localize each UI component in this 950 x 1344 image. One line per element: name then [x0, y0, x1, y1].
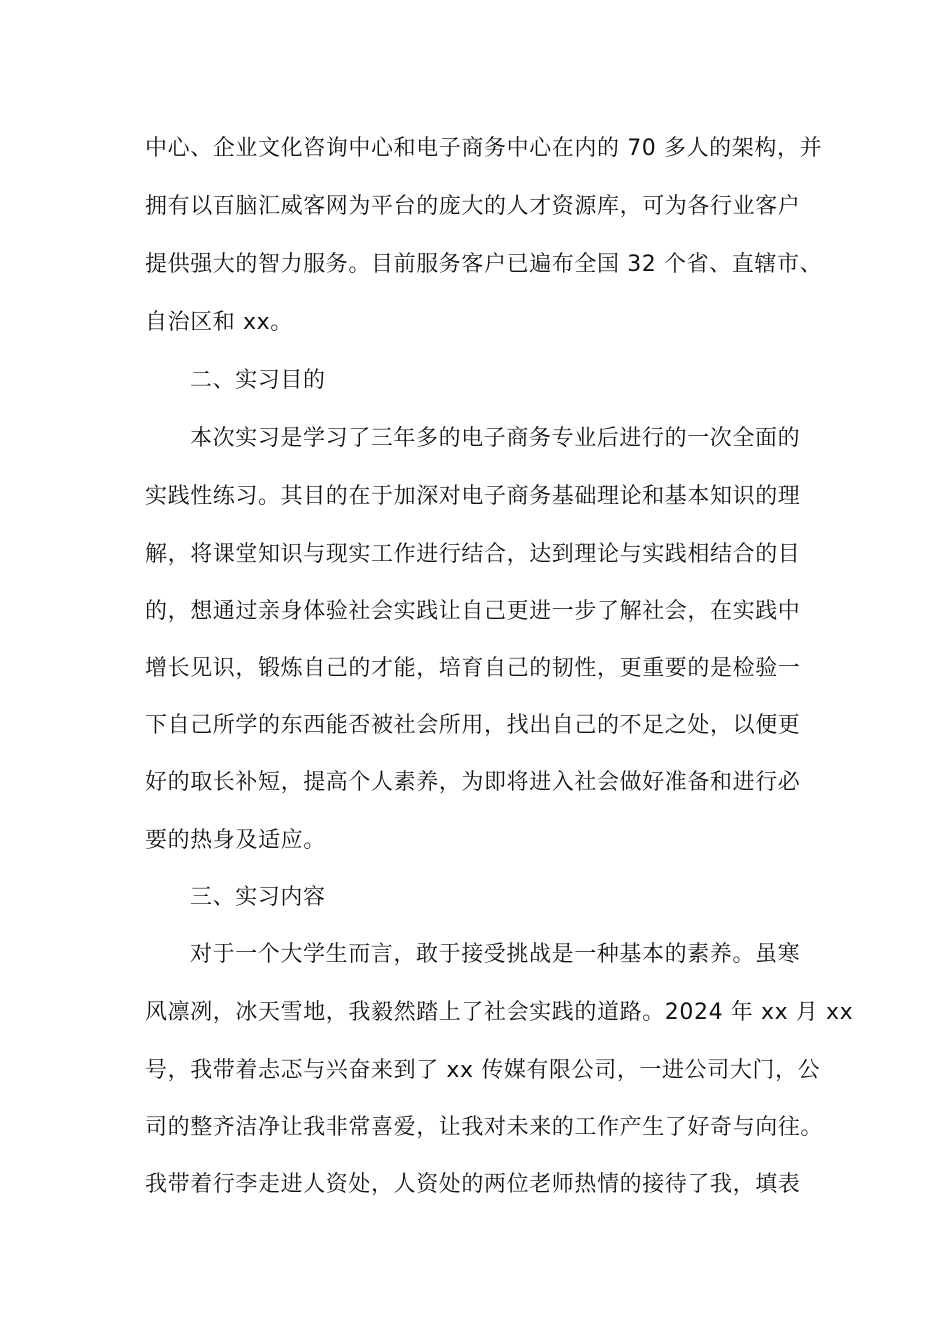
text-line: 我带着行李走进人资处，人资处的两位老师热情的接待了我，填表: [145, 1172, 801, 1197]
text-line: 对于一个大学生而言，敢于接受挑战是一种基本的素养。虽寒: [190, 942, 801, 967]
text-line: 要的热身及适应。: [145, 828, 326, 853]
text-line: 解，将课堂知识与现实工作进行结合，达到理论与实践相结合的目: [145, 542, 801, 567]
text-line: 号，我带着忐忑与兴奋来到了 xx 传媒有限公司，一进公司大门，公: [145, 1058, 821, 1083]
text-line: 下自己所学的东西能否被社会所用，找出自己的不足之处，以便更: [145, 713, 801, 738]
text-line: 实践性练习。其目的在于加深对电子商务基础理论和基本知识的理: [145, 484, 801, 509]
text-line: 风凛冽，冰天雪地，我毅然踏上了社会实践的道路。2024 年 xx 月 xx: [145, 1000, 854, 1025]
text-line: 中心、企业文化咨询中心和电子商务中心在内的 70 多人的架构，并: [145, 136, 823, 161]
text-line: 的，想通过亲身体验社会实践让自己更进一步了解社会，在实践中: [145, 599, 801, 624]
text-line: 司的整齐洁净让我非常喜爱，让我对未来的工作产生了好奇与向往。: [145, 1115, 824, 1140]
text-line: 本次实习是学习了三年多的电子商务专业后进行的一次全面的: [190, 426, 801, 451]
section-heading: 三、实习内容: [190, 885, 326, 910]
text-line: 增长见识，锻炼自己的才能，培育自己的韧性，更重要的是检验一: [145, 656, 801, 681]
text-line: 拥有以百脑汇威客网为平台的庞大的人才资源库，可为各行业客户: [145, 194, 801, 219]
text-line: 自治区和 xx。: [145, 310, 293, 335]
text-line: 好的取长补短，提高个人素养，为即将进入社会做好准备和进行必: [145, 770, 801, 795]
section-heading: 二、实习目的: [190, 368, 326, 393]
text-line: 提供强大的智力服务。目前服务客户已遍布全国 32 个省、直辖市、: [145, 252, 823, 277]
